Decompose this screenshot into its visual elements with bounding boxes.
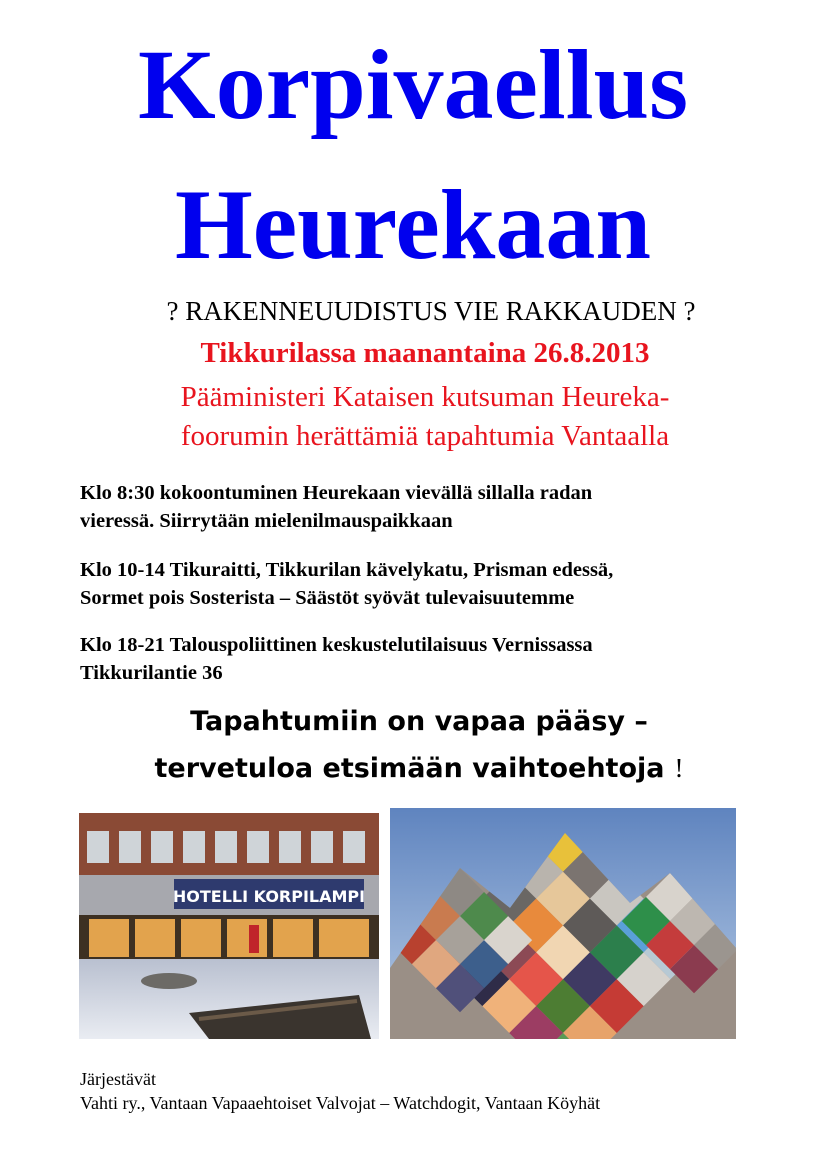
exclamation-mark: ! <box>674 753 684 783</box>
schedule-item-line: Tikkurilantie 36 <box>80 662 223 684</box>
schedule-item-line: vieressä. Siirrytään mielenilmauspaikkaan <box>80 510 453 532</box>
organiser-line-2: foorumin herättämiä tapahtumia Vantaalla <box>180 420 670 452</box>
schedule-item-line: Klo 10-14 Tikuraitti, Tikkurilan kävelykatu, Prisman edessä, <box>80 559 614 581</box>
hotel-korpilampi-photo <box>79 813 379 1039</box>
free-entry-line-1: Tapahtumiin on vapaa pääsy – <box>190 706 648 737</box>
event-date: Tikkurilassa maanantaina 26.8.2013 <box>200 337 650 369</box>
heureka-architecture-photo <box>390 808 736 1039</box>
subtitle: ? RAKENNEUUDISTUS VIE RAKKAUDEN ? <box>166 296 696 326</box>
footer-organisers: Vahti ry., Vantaan Vapaaehtoiset Valvojat – Watchdogit, Vantaan Köyhät <box>80 1093 601 1113</box>
schedule-item <box>80 479 780 535</box>
free-entry-line-2 <box>6 753 826 784</box>
schedule-item-line: Sormet pois Sosterista – Säästöt syövät tulevaisuutemme <box>80 587 575 609</box>
footer-label: Järjestävät <box>80 1069 156 1089</box>
free-entry-text: tervetuloa etsimään vaihtoehtoja <box>154 753 665 784</box>
poster-title-line-1: Korpivaellus <box>137 29 689 140</box>
organiser-line-1: Pääministeri Kataisen kutsuman Heureka- <box>180 381 670 413</box>
hotel-sign: HOTELLI KORPILAMPI <box>172 887 366 906</box>
schedule-item-line: Klo 8:30 kokoontuminen Heurekaan vievällä sillalla radan <box>80 482 593 504</box>
schedule-item-line: Klo 18-21 Talouspoliittinen keskustelutilaisuus Vernissassa <box>80 634 593 656</box>
schedule-item <box>80 631 780 687</box>
schedule-item <box>80 556 780 612</box>
poster-title-line-2: Heurekaan <box>175 169 651 280</box>
